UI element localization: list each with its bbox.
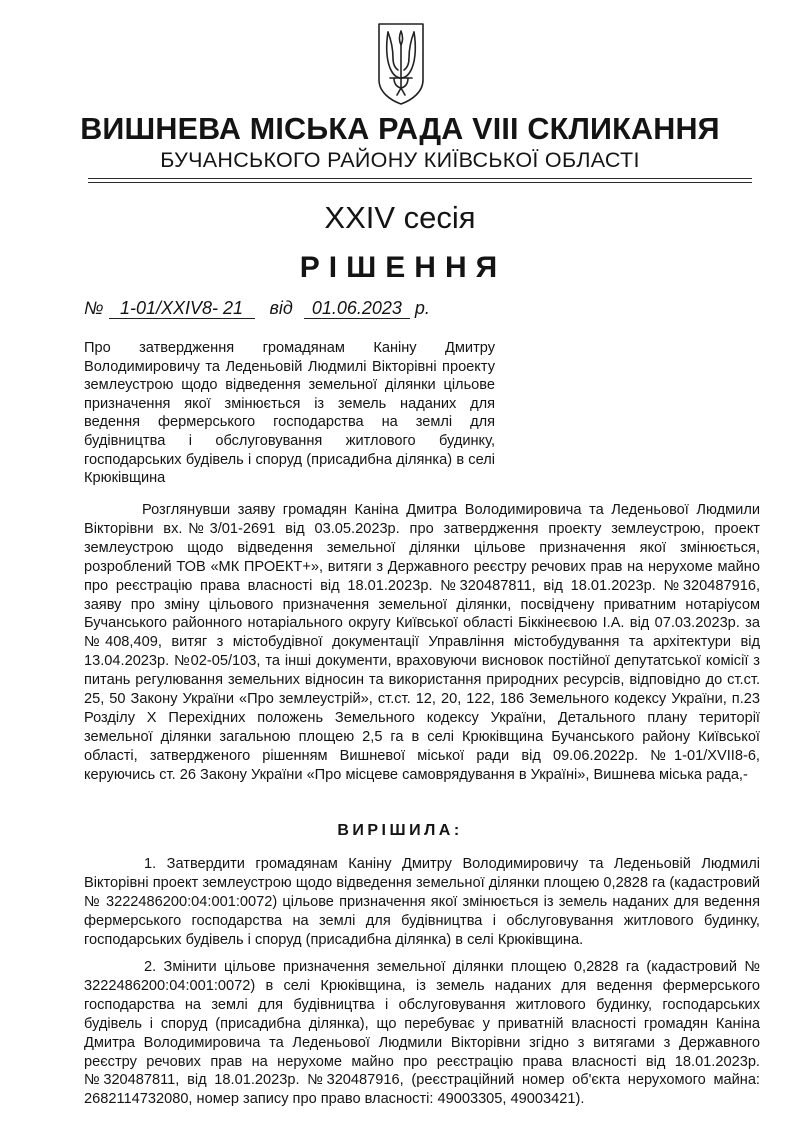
number-label: № — [84, 298, 104, 318]
decided-heading: ВИРІШИЛА: — [337, 822, 463, 839]
district-name: БУЧАНСЬКОГО РАЙОНУ КИЇВСЬКОЇ ОБЛАСТІ — [160, 148, 640, 172]
decision-subject: Про затвердження громадянам Каніну Дмитру Володимировичу та Леденьовій Людмилі Вікторівні проекту землеустрою щодо відведення земельної ділянки цільове призначення якої змінюється із земель наданих для ведення фермерського господарства на землі для будівництва і обслуговування житлового будинку, господарських будівель і споруд (присадибна ділянка) в селі Крюківщина — [84, 340, 495, 487]
decision-number-line — [84, 298, 430, 319]
decision-number: 1-01/XXIV8- 21 — [109, 298, 255, 319]
session-title: XXIV сесія — [324, 200, 476, 235]
decision-date: 01.06.2023 — [304, 298, 410, 319]
header-divider — [88, 178, 752, 179]
header-divider — [88, 182, 752, 183]
date-label: від — [269, 298, 293, 318]
year-suffix: р. — [414, 298, 430, 318]
resolution-item: 2. Змінити цільове призначення земельної ділянки площею 0,2828 га (кадастровий № 3222486200:04:001:0072) в селі Крюківщина, із земель наданих для ведення фермерського господарства на землі для будівництва і обслуговування житлового будинку, господарських будівель і споруд (присадибна ділянка), що перебуває у приватній власності громадян Каніна Дмитра Володимировича та Леденьової Людмили Вікторівни згідно з витягами з Державного реєстру речових прав на нерухоме майно про реєстрацію права власності від 18.01.2023р. №320487811, від 18.01.2023р. №320487916, (реєстраційний номер об'єкта нерухомого майна: 2682114732080, номер запису про право власності: 49003305, 49003421). — [84, 959, 760, 1108]
document-type-title: РІШЕННЯ — [299, 251, 507, 284]
preamble-paragraph: Розглянувши заяву громадян Каніна Дмитра Володимировича та Леденьової Людмили Вікторівни вх.№3/01-2691 від 03.05.2023р. про затвердження проекту землеустрою, проект землеустрою щодо відведення земельної ділянки цільове призначення якої змінюється, розроблений ТОВ «МК ПРОЕКТ+», витяги з Державного реєстру речових прав на нерухоме майно про реєстрацію права власності від 18.01.2023р. №320487811, від 18.01.2023р. №320487916, заяву про зміну цільового призначення земельної ділянки, посвідчену приватним нотаріусом Бучанського районного нотаріального округу Київської області Біккінеєвою І.А. від 07.03.2023р. за №408,409, витяг з містобудівної документації Управління містобудування та архітектури від 13.04.2023р. №02-05/103, та інші документи, враховуючи висновок постійної депутатської комісії з питань регулювання земельних відносин та використання природних ресурсів, відповідно до ст.ст. 25, 50 Закону України «Про землеустрій», ст.ст. 12, 20, 122, 186 Земельного кодексу України, п.23 Розділу X Перехідних положень Земельного кодексу України, Детального плану території земельної ділянки загальною площею 2,5 га в селі Крюківщина Бучанського району Київської області, затвердженого рішенням Вишневої міської ради від 09.06.2022р. №1-01/XVII8-6, керуючись ст. 26 Закону України «Про місцеве самоврядування в Україні», Вишнева міська рада,- — [84, 502, 760, 783]
council-name: ВИШНЕВА МІСЬКА РАДА VIII СКЛИКАННЯ — [80, 112, 720, 146]
trident-coat-of-arms-icon — [376, 22, 426, 106]
resolution-item: 1. Затвердити громадянам Каніну Дмитру Володимировичу та Леденьовій Людмилі Вікторівні проект землеустрою щодо відведення земельної ділянки площею 0,2828 га (кадастровий № 3222486200:04:001:0072) цільове призначення якої змінюється із земель наданих для ведення фермерського господарства на землі для будівництва і обслуговування житлового будинку, господарських будівель і споруд (присадибна ділянка) в селі Крюківщина. — [84, 856, 760, 948]
